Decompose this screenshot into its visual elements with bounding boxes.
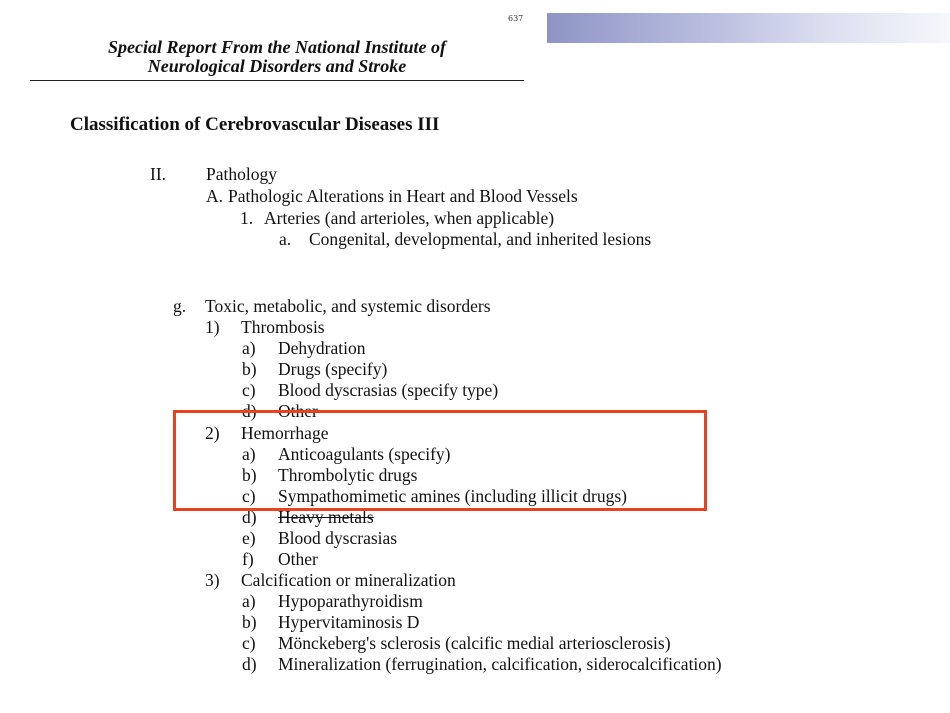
- report-title: [30, 38, 524, 76]
- outline-marker: 1.: [240, 208, 254, 228]
- item-marker: c): [242, 486, 256, 506]
- item-text: Other: [278, 549, 318, 569]
- item-marker: b): [242, 612, 257, 632]
- outline-item-calcification: [205, 570, 456, 590]
- item-marker: d): [242, 654, 257, 674]
- item-marker: d): [242, 401, 257, 421]
- item-text: Mineralization (ferrugination, calcification, siderocalcification): [278, 654, 722, 674]
- document-heading: Classification of Cerebrovascular Diseases III: [70, 114, 440, 135]
- calcification-item: [242, 591, 423, 611]
- outline-item-thrombosis: [205, 317, 325, 337]
- item-text: Blood dyscrasias: [278, 528, 398, 548]
- outline-marker: A.: [206, 186, 224, 206]
- report-title-line-2: Neurological Disorders and Stroke: [147, 56, 407, 76]
- outline-text: Pathology: [206, 164, 277, 184]
- outline-marker: 2): [205, 423, 220, 443]
- thrombosis-item: [242, 359, 387, 379]
- item-marker: f): [242, 549, 254, 569]
- outline-marker: g.: [173, 296, 187, 316]
- outline-marker: 1): [205, 317, 220, 337]
- item-marker: b): [242, 359, 257, 379]
- outline-text: Congenital, developmental, and inherited lesions: [309, 229, 652, 249]
- item-text: Anticoagulants (specify): [278, 444, 451, 464]
- cut-off-fragment: [150, 286, 750, 294]
- item-text: Thrombolytic drugs: [278, 465, 418, 485]
- outline-item-congenital: [279, 229, 651, 249]
- calcification-item: [242, 654, 722, 674]
- header-gradient-bar: [547, 13, 950, 43]
- outline-item-pathologic-alterations: [206, 186, 578, 206]
- item-marker: a): [242, 338, 256, 358]
- thrombosis-item: [242, 338, 365, 358]
- outline-text: Hemorrhage: [241, 423, 329, 443]
- item-marker: c): [242, 380, 256, 400]
- calcification-item: [242, 633, 671, 653]
- outline-text: Calcification or mineralization: [241, 570, 456, 590]
- page-number: 637: [508, 14, 524, 23]
- outline-text: Thrombosis: [241, 317, 325, 337]
- item-text: Hypoparathyroidism: [278, 591, 423, 611]
- calcification-item: [242, 612, 419, 632]
- item-text: Drugs (specify): [278, 359, 388, 379]
- item-marker: d): [242, 507, 257, 527]
- outline-item-toxic: [173, 296, 491, 316]
- item-text: Hypervitaminosis D: [278, 612, 420, 632]
- outline-item-arteries: [240, 208, 554, 228]
- item-text: Mönckeberg's sclerosis (calcific medial arteriosclerosis): [278, 633, 671, 653]
- outline-marker: II.: [150, 164, 167, 184]
- item-text: Heavy metals: [278, 507, 374, 527]
- hemorrhage-item: [242, 528, 397, 548]
- item-text: Blood dyscrasias (specify type): [278, 380, 499, 400]
- item-marker: b): [242, 465, 257, 485]
- outline-marker: 3): [205, 570, 220, 590]
- hemorrhage-highlight-box: [173, 410, 707, 511]
- report-title-line-1: Special Report From the National Institute of: [107, 37, 447, 57]
- outline-text: Arteries (and arterioles, when applicable): [264, 208, 555, 228]
- outline-marker: a.: [279, 229, 292, 249]
- item-marker: a): [242, 591, 256, 611]
- hemorrhage-item: [242, 549, 318, 569]
- item-marker: e): [242, 528, 256, 548]
- thrombosis-item: [242, 380, 498, 400]
- item-marker: c): [242, 633, 256, 653]
- outline-text: Pathologic Alterations in Heart and Blood Vessels: [228, 186, 578, 206]
- item-marker: a): [242, 444, 256, 464]
- item-text: Dehydration: [278, 338, 366, 358]
- title-divider: [30, 80, 524, 81]
- item-text: Sympathomimetic amines (including illicit drugs): [278, 486, 627, 506]
- outline-item-pathology: [150, 164, 277, 184]
- item-text: Other: [278, 401, 318, 421]
- outline-text: Toxic, metabolic, and systemic disorders: [205, 296, 491, 316]
